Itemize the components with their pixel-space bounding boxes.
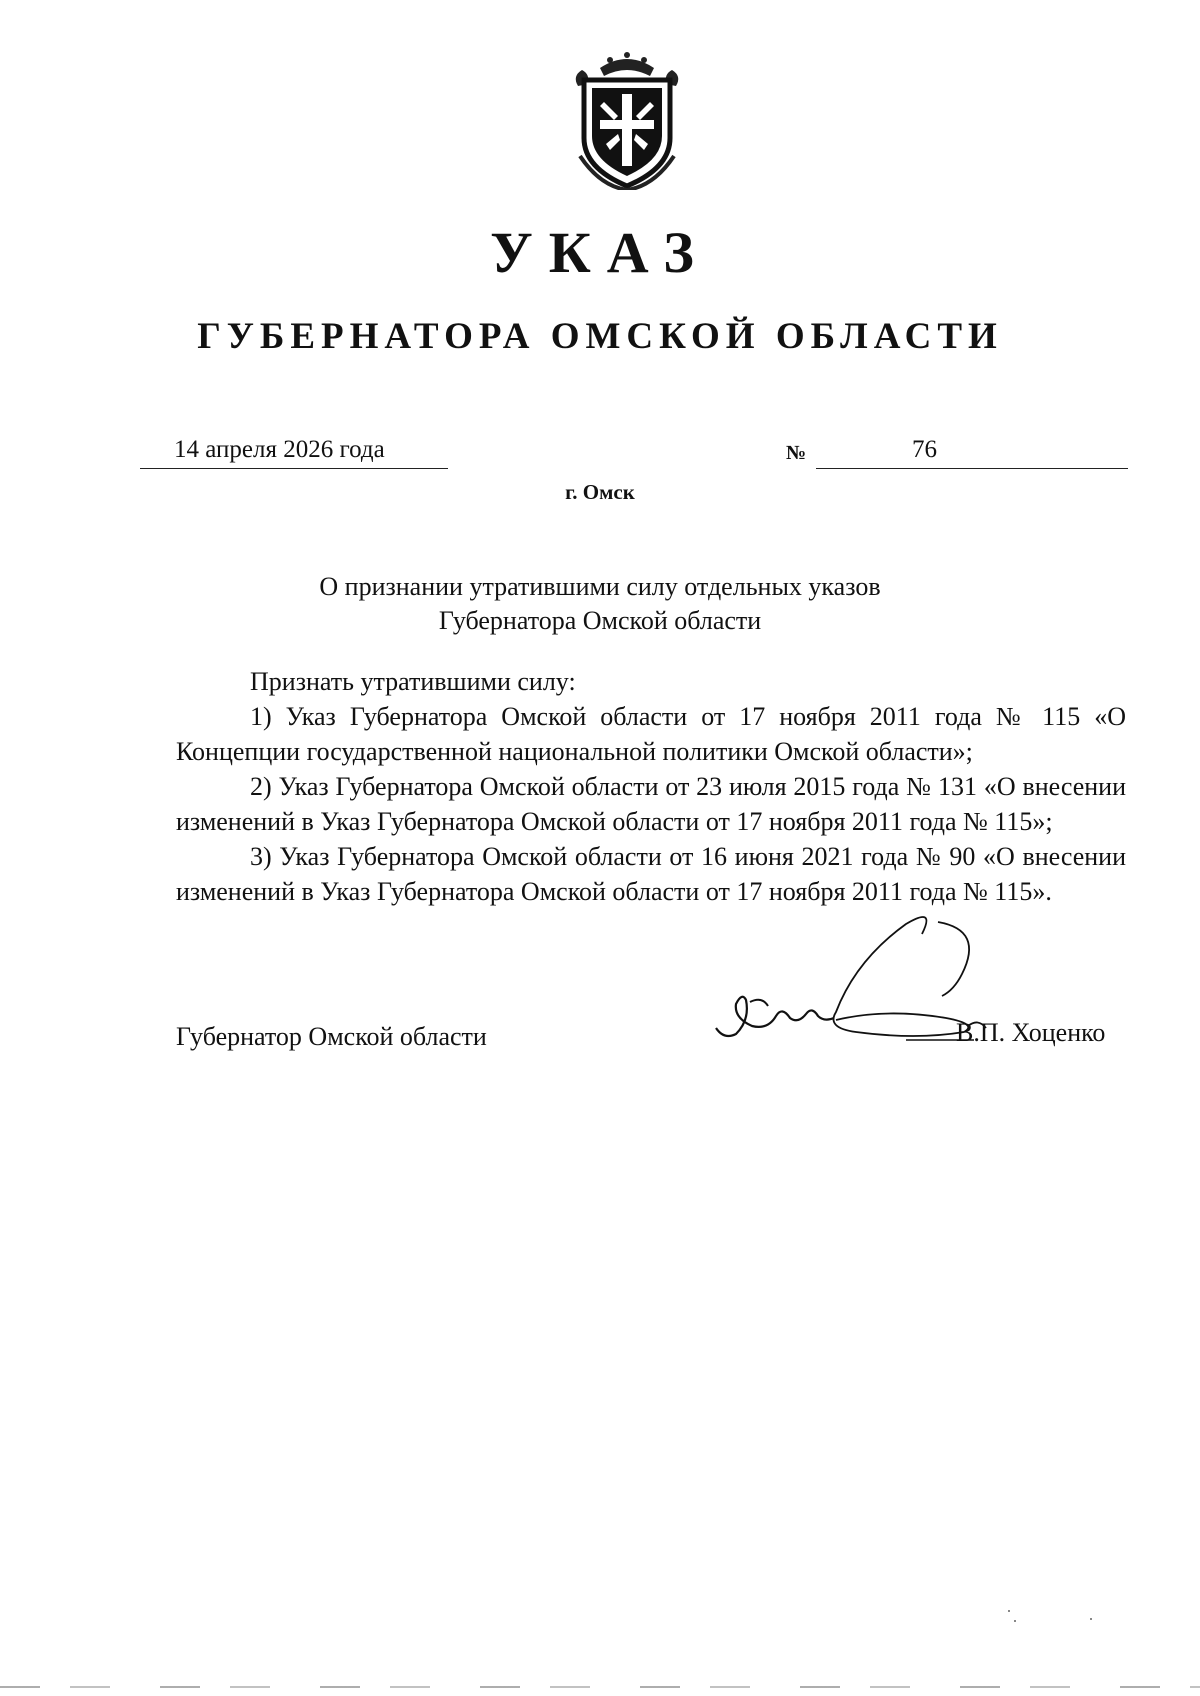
- body-item-3: 3) Указ Губернатора Омской области от 16 июня 2021 года № 90 «О внесении изменений в Указ Губернатора Омской области от 17 ноября 2011 года № 115».: [176, 842, 1126, 906]
- omsk-region-coat-of-arms-icon: [570, 46, 684, 190]
- scan-edge-artifact: [0, 1686, 1200, 1688]
- document-subtitle: ГУБЕРНАТОРА ОМСКОЙ ОБЛАСТИ: [197, 316, 1003, 357]
- body-item-1: 1) Указ Губернатора Омской области от 17 ноября 2011 года № 115 «О Концепции государственной национальной политики Омской области»;: [176, 702, 1126, 766]
- heading-line-1: О признании утратившими силу отдельных указов: [319, 572, 881, 601]
- document-title: УКАЗ: [490, 220, 710, 285]
- body-item-2: 2) Указ Губернатора Омской области от 23 июля 2015 года № 131 «О внесении изменений в Указ Губернатора Омской области от 17 ноября 2011 года № 115»;: [176, 772, 1126, 836]
- document-heading: [0, 570, 1200, 638]
- city-label: г. Омск: [565, 480, 635, 504]
- signatory-name: В.П. Хоценко: [956, 1018, 1106, 1047]
- scan-speck: [1090, 1618, 1092, 1620]
- signatory-position: Губернатор Омской области: [176, 1022, 487, 1051]
- number-field: [816, 432, 1128, 469]
- document-number: 76: [912, 436, 937, 463]
- date-field: [140, 432, 448, 469]
- heading-line-2: Губернатора Омской области: [438, 606, 762, 635]
- document-date: 14 апреля 2026 года: [174, 436, 385, 463]
- scan-speck: [1008, 1610, 1010, 1612]
- scan-speck: [1014, 1620, 1016, 1622]
- document-body: [176, 664, 1126, 909]
- body-intro: Признать утратившими силу:: [250, 667, 576, 696]
- number-label: №: [786, 442, 807, 464]
